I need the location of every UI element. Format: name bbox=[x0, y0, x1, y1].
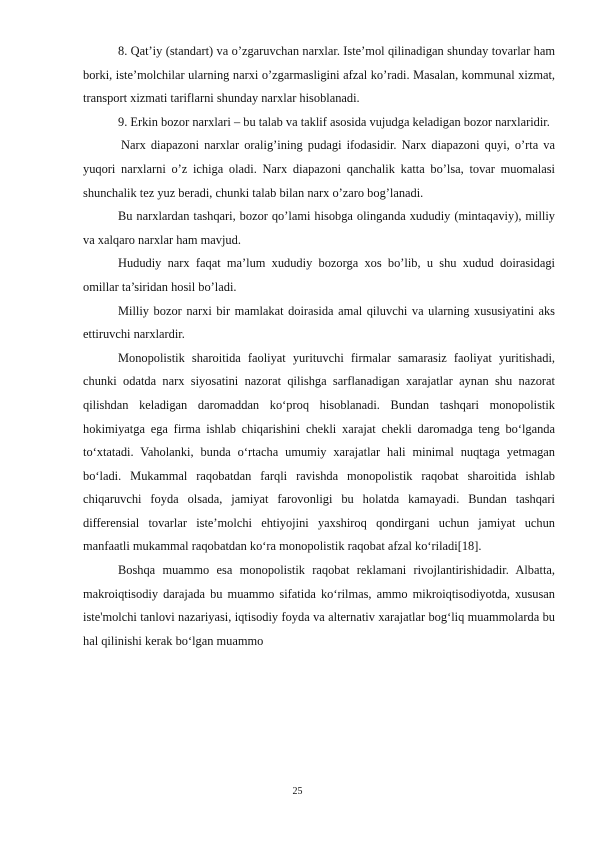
paragraph-market-scope: Bu narxlardan tashqari, bozor qo’lami hisobga olinganda xududiy (mintaqaviy), milliy va xalqaro narxlar ham mavjud. bbox=[83, 209, 555, 247]
paragraph-free-market-prices: 9. Erkin bozor narxlari – bu talab va taklif asosida vujudga keladigan bozor narxlaridir. bbox=[118, 114, 550, 129]
paragraph-fixed-prices: 8. Qat’iy (standart) va o’zgaruvchan narxlar. Iste’mol qilinadigan shunday tovarlar ham borki, iste’molchilar ularning narxi o’zgarmasligini afzal ko’radi. Masalan, kommunal xizmat, transport xizmati tariflarni shunday narxlar hisoblanadi. bbox=[83, 44, 555, 106]
document-body bbox=[83, 40, 555, 653]
paragraph-monopolistic-firms: Monopolistik sharoitida faoliyat yurituvchi firmalar samarasiz faoliyat yuritishadi, chunki odatda narx siyosatini nazorat qilishga sarflanadigan xarajatlar aynan shu nazorat qilishdan keladigan daromaddan ko‘proq hisoblanadi. Bundan tashqari monopolistik hokimiyatga ega firma ishlab chiqarishini chekli xarajat chekli daromadga teng bo‘lganda to‘xtatadi. Vaholanki, bunda o‘rtacha umumiy xarajatlar hali minimal nuqtaga yetmagan bo‘ladi. Mukammal raqobatdan farqli ravishda monopolistik raqobat sharoitida ishlab chiqaruvchi foyda olsada, jamiyat farovonligi bu holatda kamayadi. Bundan tashqari differensial tovarlar iste’molchi ehtiyojini yaxshiroq qondirgani uchun jamiyat uchun manfaatli mukammal raqobatdan ko‘ra monopolistik raqobat afzal ko‘riladi[18]. bbox=[83, 350, 555, 554]
paragraph-advertising-problem: Boshqa muammo esa monopolistik raqobat reklamani rivojlantirishidadir. Albatta, makroiqtisodiy darajada bu muammo sifatida ko‘rilmas, ammo mikroiqtisodiyotda, xususan iste'molchi tanlovi nazariyasi, iqtisodiy foyda va alternativ xarajatlar bog‘liq muammolarda bu hal qilinishi kerak bo‘lgan muammo bbox=[83, 563, 555, 648]
paragraph-regional-price: Hududiy narx faqat ma’lum xududiy bozorga xos bo’lib, u shu xudud doirasidagi omillar ta’siridan hosil bo’ladi. bbox=[83, 256, 555, 294]
paragraph-price-range: Narx diapazoni narxlar oralig’ining pudagi ifodasidir. Narx diapazoni quyi, o’rta va yuqori narxlarni o’z ichiga oladi. Narx diapazoni qanchalik katta bo’lsa, tovar muomalasi shunchalik tez yuz beradi, chunki talab bilan narx o’zaro bog’lanadi. bbox=[83, 138, 555, 200]
page-number: 25 bbox=[292, 786, 303, 797]
paragraph-national-price: Milliy bozor narxi bir mamlakat doirasida amal qiluvchi va ularning xususiyatini aks ettiruvchi narxlardir. bbox=[83, 303, 555, 342]
